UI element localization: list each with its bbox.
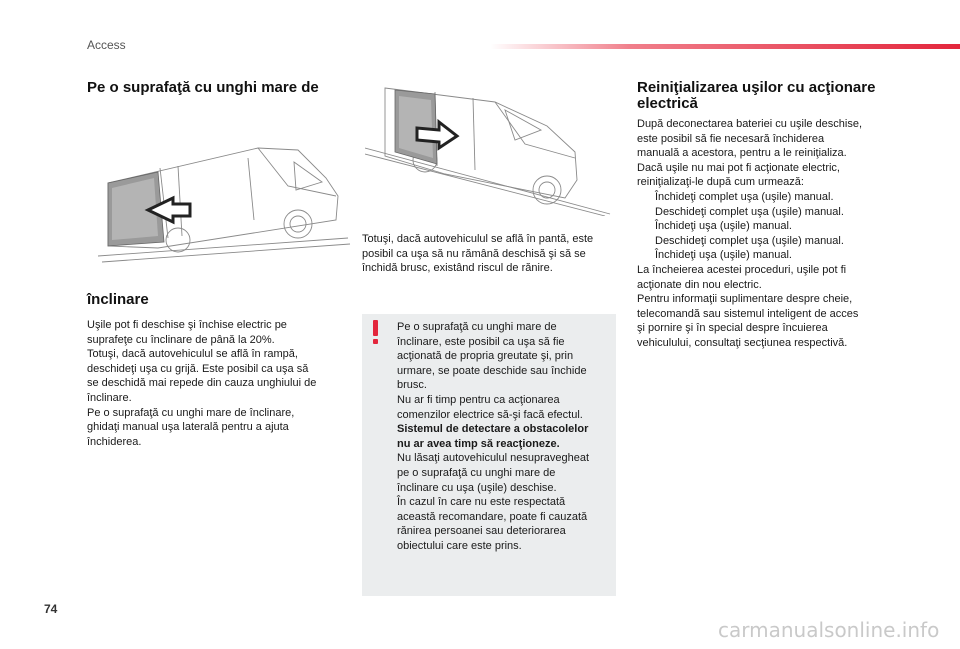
middle-body-text: Totuşi, dacă autovehiculul se află în pantă, este posibil ca uşa să nu rămână deschisă şi să se închidă brusc, existând riscul de rănire. [362, 233, 594, 275]
left-body-text: Uşile pot fi deschise şi închise electric pe suprafeţe cu înclinare de până la 20%. Totuşi, dacă autovehiculul se află în rampă, deschideţi uşa cu grijă. Este posibil ca uşa să se deschidă mai repede din cauza unghiului de înclinare. Pe o suprafaţă cu unghi mare de înclinare, ghidaţi manual uşa laterală pentru a ajuta închiderea. [87, 319, 317, 448]
page-number: 74 [44, 602, 58, 616]
heading-door-reset: Reiniţializarea uşilor cu acţionare electrică [637, 79, 876, 112]
heading-inclination: înclinare [87, 291, 149, 308]
list-item: Închideţi uşa (uşile) manual. [655, 249, 792, 262]
exclamation-icon [371, 320, 381, 344]
header-accent-bar [490, 44, 960, 49]
list-item: Deschideţi complet uşa (uşile) manual. [655, 205, 844, 218]
van-uphill-illustration [365, 86, 615, 216]
list-item: Închideţi uşa (uşile) manual. [655, 220, 792, 233]
list-item: Închideţi complet uşa (uşile) manual. [655, 190, 834, 203]
warning-text: Pe o suprafaţă cu unghi mare de înclinare, este posibil ca uşa să fie acţionată de propria greutate şi, prin urmare, se poate deschide sau închide brusc. Nu ar fi timp pentru ca acţionarea comenzilor electrice să-şi facă efectul. Sistemul de detectare a obstacolelor nu ar avea timp să reacţioneze. Nu lăsaţi autovehiculul nesupravegheat pe o suprafaţă cu unghi mare de înclinare cu uşa (uşile) deschise. În cazul în care nu este respectată această recomandare, poate fi cauzată rănirea persoanei sau deteriorarea obiectului care este prins. [397, 321, 590, 552]
van-downhill-illustration [98, 138, 353, 268]
heading-steep-slope: Pe o suprafaţă cu unghi mare de [87, 79, 319, 96]
section-label: Access [87, 38, 126, 52]
list-item: Deschideţi complet uşa (uşile) manual. [655, 234, 844, 247]
right-body-text: După deconectarea bateriei cu uşile deschise, este posibil să fie necesară închiderea manuală a acestora, pentru a le reiniţializa. Dacă uşile nu mai pot fi acţionate electric, reiniţializaţi-le după cum urmează: Închideţi complet uşa (uşile) manual. Deschideţi complet uşa (uşile) manual. Închideţi uşa (uşile) manual. Deschideţi complet uşa (uşile) manual. Închideţi uşa (uşile) manual. La încheierea acestei proceduri, uşile pot fi acţionate din nou electric. Pentru informaţii suplimentare despre cheie, telecomandă sau sistemul inteligent de acces şi pornire şi în special despre încuierea vehiculului, consultaţi secţiunea respectivă. [637, 117, 897, 351]
watermark: carmanualsonline.info [718, 618, 940, 642]
